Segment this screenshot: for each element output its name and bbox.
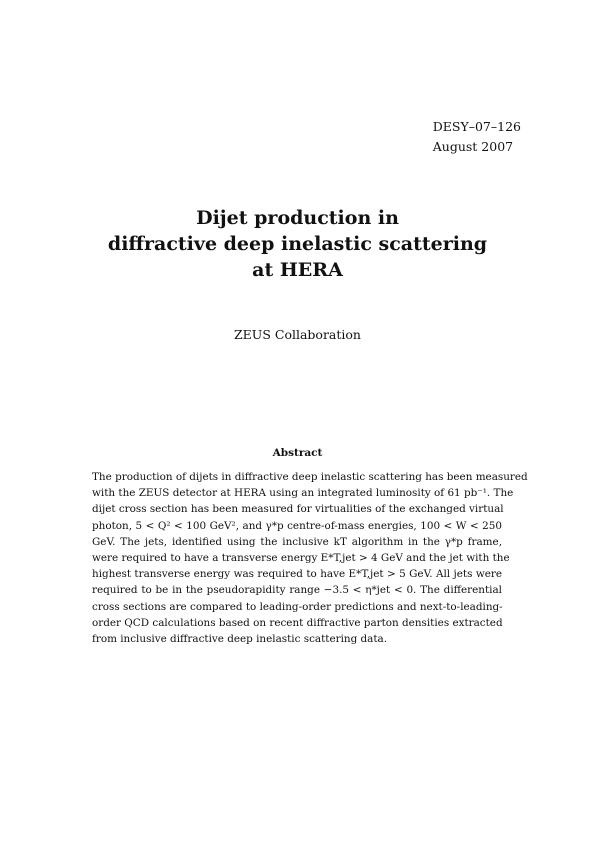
abstract-line: were required to have a transverse energy E*T,jet > 4 GeV and the jet with the	[92, 551, 510, 564]
abstract-line: required to be in the pseudorapidity range −3.5 < η*jet < 0. The differential	[92, 584, 502, 597]
abstract-line: from inclusive diffractive deep inelastic scattering data.	[92, 632, 388, 645]
report-date: August 2007	[432, 139, 514, 154]
author: ZEUS Collaboration	[234, 327, 361, 342]
abstract-line: highest transverse energy was required to have E*T,jet > 5 GeV. All jets were	[92, 568, 502, 581]
abstract-line: The production of dijets in diffractive deep inelastic scattering has been measured	[92, 471, 528, 483]
abstract-line: order QCD calculations based on recent diffractive parton densities extracted	[92, 616, 503, 629]
abstract-line: photon, 5 < Q² < 100 GeV², and γ*p centre-of-mass energies, 100 < W < 250	[92, 519, 502, 532]
abstract-body	[92, 469, 528, 647]
abstract-line: cross sections are compared to leading-order predictions and next-to-leading-	[92, 600, 503, 613]
report-info	[433, 117, 521, 157]
abstract-heading: Abstract	[272, 447, 323, 459]
title-line: at HERA	[252, 259, 343, 281]
abstract-line: dijet cross section has been measured for virtualities of the exchanged virtual	[92, 503, 504, 516]
report-number: DESY–07–126	[432, 119, 521, 134]
title-line: diffractive deep inelastic scattering	[107, 233, 488, 255]
abstract-line: GeV. The jets, identified using the inclusive kT algorithm in the γ*p frame,	[92, 535, 502, 548]
title-line: Dijet production in	[196, 207, 399, 229]
abstract-line: with the ZEUS detector at HERA using an integrated luminosity of 61 pb⁻¹. The	[92, 487, 514, 500]
paper-title	[0, 205, 595, 283]
